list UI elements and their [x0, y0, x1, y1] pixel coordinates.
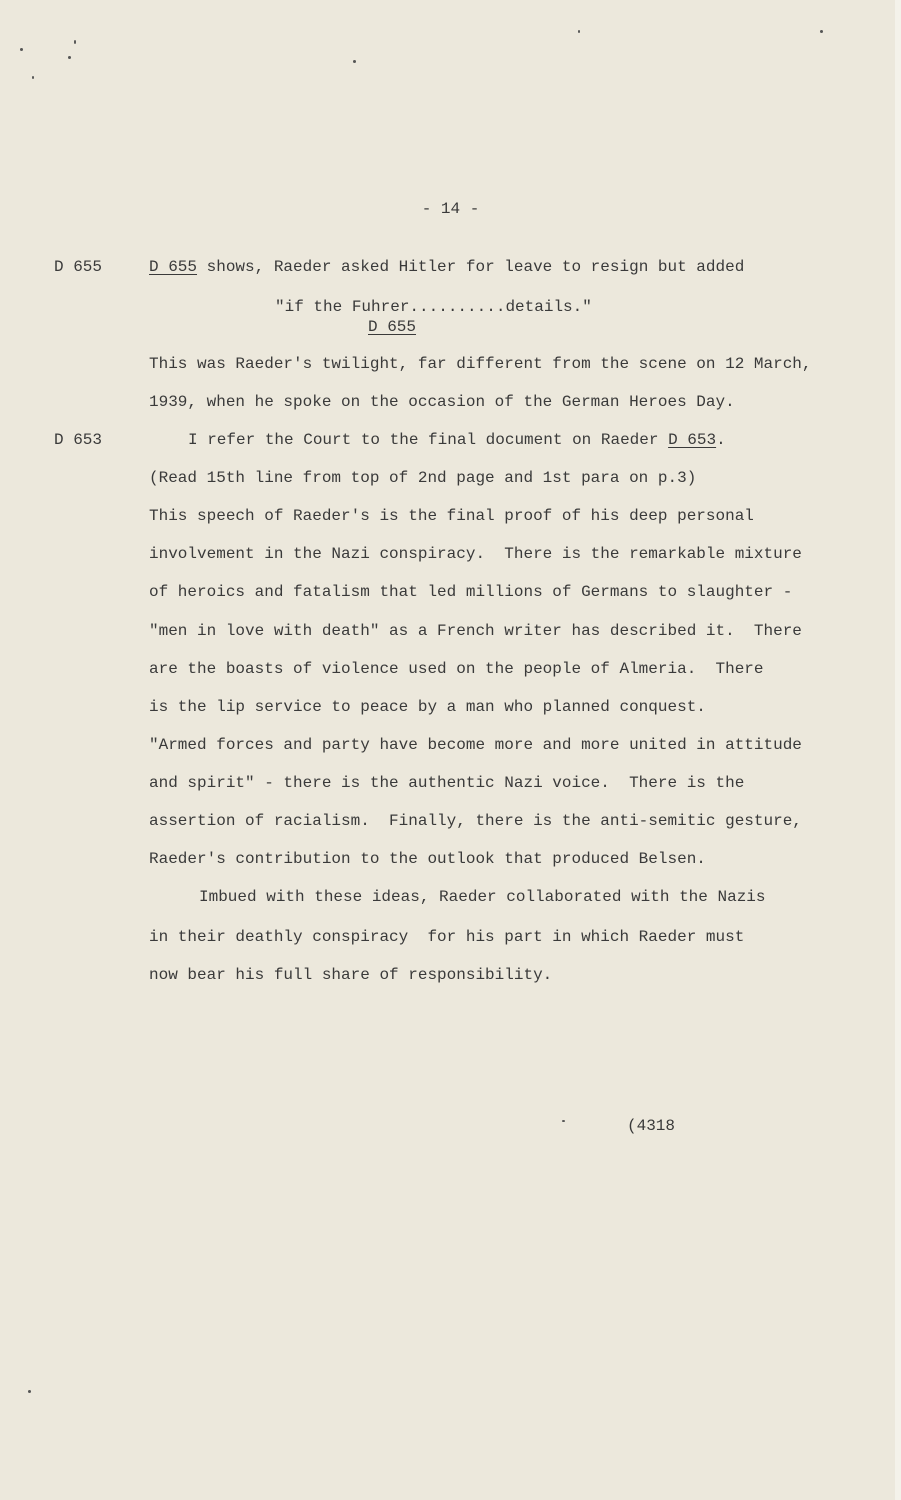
quoted-excerpt: "if the Fuhrer..........details." [275, 298, 592, 316]
text-line: now bear his full share of responsibility. [149, 966, 553, 984]
line-end: . [716, 431, 726, 449]
text-line: of heroics and fatalism that led millions of Germans to slaughter - [149, 583, 793, 601]
text-line: (Read 15th line from top of 2nd page and 1st para on p.3) [149, 469, 697, 487]
footer-reference: (4318 [627, 1117, 676, 1135]
text-line: are the boasts of violence used on the people of Almeria. There [149, 660, 764, 678]
text-line [149, 258, 744, 276]
text-line: Imbued with these ideas, Raeder collaborated with the Nazis [199, 888, 766, 906]
text-line: assertion of racialism. Finally, there is the anti-semitic gesture, [149, 812, 802, 830]
text-line: This speech of Raeder's is the final proof of his deep personal [149, 507, 754, 525]
text-line: and spirit" - there is the authentic Nazi voice. There is the [149, 774, 745, 792]
text-line: 1939, when he spoke on the occasion of the German Heroes Day. [149, 393, 735, 411]
scan-speck [820, 30, 823, 33]
scan-speck [28, 1390, 31, 1393]
text-line: "men in love with death" as a French writer has described it. There [149, 622, 802, 640]
line-text: I refer the Court to the final document on Raeder [188, 431, 669, 449]
text-line: This was Raeder's twilight, far different from the scene on 12 March, [149, 355, 812, 373]
scan-speck [74, 40, 76, 44]
line-text: shows, Raeder asked Hitler for leave to resign but added [197, 258, 745, 276]
text-line: Raeder's contribution to the outlook that produced Belsen. [149, 850, 706, 868]
text-line: "Armed forces and party have become more and more united in attitude [149, 736, 802, 754]
scan-speck [20, 48, 23, 51]
document-reference: D 655 [368, 318, 417, 336]
margin-ref-d655: D 655 [54, 258, 103, 276]
text-line: in their deathly conspiracy for his part in which Raeder must [149, 928, 745, 946]
page-edge [895, 0, 901, 1500]
margin-ref-d653: D 653 [54, 431, 103, 449]
document-reference: D 653 [668, 431, 717, 449]
scan-speck [578, 30, 580, 33]
document-reference: D 655 [149, 258, 198, 276]
text-line: involvement in the Nazi conspiracy. There is the remarkable mixture [149, 545, 802, 563]
text-line: is the lip service to peace by a man who planned conquest. [149, 698, 706, 716]
scan-speck [32, 76, 34, 79]
scan-speck [353, 60, 356, 63]
scan-speck [68, 56, 71, 59]
scan-speck [562, 1120, 565, 1122]
text-line [188, 431, 726, 449]
page-number: - 14 - [421, 200, 480, 218]
quote-reference [368, 318, 416, 336]
